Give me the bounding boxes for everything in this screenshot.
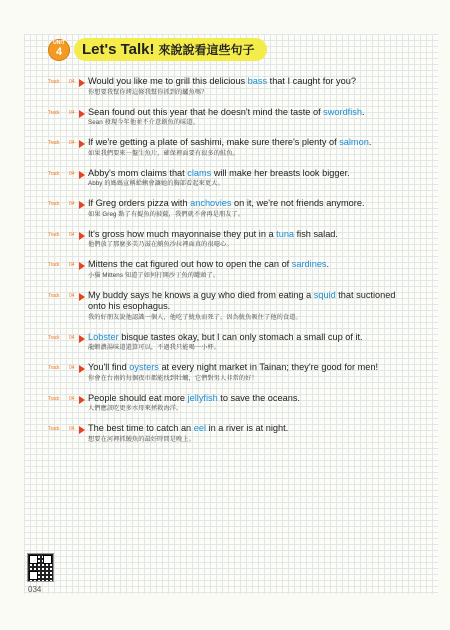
chinese-translation: 如果 Greg 點了有鯷魚的披薩，我們就不會再是朋友了。 <box>88 210 245 218</box>
sentence-text: that suctioned onto his esophagus. <box>88 289 396 311</box>
track-number: 04 <box>69 365 75 371</box>
track-label: Track <box>48 201 60 207</box>
audio-track-marker[interactable] <box>48 232 88 240</box>
track-label: Track <box>48 426 60 432</box>
track-number: 04 <box>69 170 75 177</box>
sentence-text: It's gross how much mayonnaise they put in a <box>88 228 277 239</box>
sentence-text: If we're getting a plate of sashimi, make sure there's plenty of <box>88 137 340 147</box>
track-number: 04 <box>69 262 75 268</box>
list-item <box>48 259 402 281</box>
audio-track-marker[interactable] <box>48 140 88 148</box>
list-item <box>48 290 402 323</box>
unit-number: 4 <box>55 46 63 58</box>
list-item <box>48 362 402 384</box>
vocabulary-keyword: anchovies <box>190 198 232 208</box>
english-sentence <box>88 332 402 344</box>
sentence-text: to save the oceans. <box>217 392 300 403</box>
track-number: 04 <box>69 292 75 299</box>
audio-track-marker[interactable] <box>48 79 88 87</box>
list-item <box>48 332 402 354</box>
english-sentence <box>88 198 402 210</box>
sentence-text: If Greg orders pizza with <box>88 198 191 208</box>
track-number: 04 <box>69 334 75 341</box>
qr-code-icon <box>27 553 54 582</box>
english-sentence <box>88 168 402 180</box>
page-subtitle: 來說說看這些句子 <box>158 43 255 57</box>
play-arrow-icon[interactable] <box>79 426 85 434</box>
list-item <box>48 198 402 220</box>
english-sentence <box>88 76 402 88</box>
list-item <box>48 229 402 251</box>
sentence-text: People should eat more <box>88 392 188 403</box>
list-item <box>48 76 402 98</box>
english-sentence <box>88 137 402 149</box>
track-label: Track <box>48 292 60 299</box>
track-number: 04 <box>69 231 75 238</box>
list-item <box>48 137 402 159</box>
chinese-translation: 人們應該吃更多水母來拯救海洋。 <box>88 405 183 412</box>
sentence-text: Abby's mom claims that <box>88 167 188 178</box>
english-sentence <box>88 107 402 119</box>
sentence-text: at every night market in Tainan; they're good for men! <box>158 362 379 372</box>
chinese-translation: 龍蝦濃湯味道還算可以，不過我只能喝一小杯。 <box>88 344 221 351</box>
track-label: Track <box>48 170 60 177</box>
sentence-text: . <box>361 106 365 117</box>
audio-track-marker[interactable] <box>48 171 88 179</box>
track-label: Track <box>48 395 60 402</box>
sentence-text: . <box>326 259 330 269</box>
sentence-text: The best time to catch an <box>88 423 194 433</box>
audio-track-marker[interactable] <box>48 262 88 270</box>
vocabulary-keyword: clams <box>187 167 212 178</box>
chinese-translation: 小貓 Mittens 知道了如何打開沙丁魚的罐頭了。 <box>88 271 220 279</box>
audio-track-marker[interactable] <box>48 201 88 209</box>
unit-badge-label: UNIT <box>53 39 65 46</box>
chinese-translation: 你想要我幫你烤這條我幫你抓到的鱸魚嗎？ <box>88 88 208 96</box>
english-sentence <box>88 423 402 435</box>
list-item <box>48 107 402 129</box>
vocabulary-keyword: salmon <box>339 137 369 147</box>
vocabulary-keyword: jellyfish <box>187 392 218 403</box>
unit-badge <box>48 39 70 61</box>
vocabulary-keyword: oysters <box>129 362 159 372</box>
play-arrow-icon[interactable] <box>79 335 85 343</box>
vocabulary-keyword: squid <box>313 289 336 300</box>
audio-track-marker[interactable] <box>48 110 88 118</box>
vocabulary-keyword: eel <box>193 423 206 433</box>
sentence-text: fish salad. <box>294 228 338 239</box>
list-item <box>48 423 402 445</box>
track-number: 04 <box>69 426 75 432</box>
list-item <box>48 168 402 190</box>
play-arrow-icon[interactable] <box>79 110 85 118</box>
chinese-translation: 他們放了那麼多美乃滋在鮪魚沙拉裡面真的很噁心。 <box>88 241 233 248</box>
play-arrow-icon[interactable] <box>79 396 85 404</box>
play-arrow-icon[interactable] <box>79 232 85 240</box>
track-number: 04 <box>69 395 75 402</box>
track-number: 04 <box>69 201 75 207</box>
sentence-text: Mittens the cat figured out how to open the can of <box>88 259 292 269</box>
chinese-translation: Sean 發現今年他並不介意劍魚的味道。 <box>88 119 199 126</box>
vocabulary-keyword: swordfish <box>323 106 362 117</box>
track-label: Track <box>48 262 60 268</box>
play-arrow-icon[interactable] <box>79 79 85 87</box>
sentence-text: that I caught for you? <box>267 76 356 86</box>
audio-track-marker[interactable] <box>48 335 88 343</box>
vocabulary-keyword: Lobster <box>88 331 119 342</box>
english-sentence <box>88 229 402 241</box>
play-arrow-icon[interactable] <box>79 201 85 209</box>
vocabulary-keyword: sardines <box>291 259 327 269</box>
list-item <box>48 393 402 415</box>
sentence-list <box>48 76 402 454</box>
page-number: 034 <box>28 585 42 594</box>
audio-track-marker[interactable] <box>48 396 88 404</box>
track-label: Track <box>48 109 60 116</box>
chinese-translation: 我的好朋友說他認識一個人，他吃了魷魚而死了，因為魷魚吸住了他的食道。 <box>88 313 302 321</box>
sentence-text: in a river is at night. <box>205 423 289 433</box>
sentence-text: You'll find <box>88 362 130 372</box>
english-sentence <box>88 362 402 374</box>
sentence-text: on it, we're not friends anymore. <box>231 198 365 208</box>
track-label: Track <box>48 231 60 238</box>
track-number: 04 <box>69 140 75 146</box>
sentence-text: Sean found out this year that he doesn't mind the taste of <box>88 106 324 117</box>
play-arrow-icon[interactable] <box>79 171 85 179</box>
audio-track-marker[interactable] <box>48 293 88 301</box>
chinese-translation: 你會在台南的每個夜市都能找到牡蠣，它們對男人非常的好！ <box>88 374 258 382</box>
chinese-translation: Abby 的媽媽宣稱蛤蜊會讓她的胸部看起來更大。 <box>88 180 224 187</box>
sentence-text: Would you like me to grill this delicious <box>88 76 248 86</box>
title-banner <box>74 38 267 61</box>
sentence-text: will make her breasts look bigger. <box>211 167 350 178</box>
track-label: Track <box>48 365 60 371</box>
sentence-text: . <box>368 137 372 147</box>
sentence-text: My buddy says he knows a guy who died from eating a <box>88 289 314 300</box>
track-number: 04 <box>69 79 75 85</box>
track-label: Track <box>48 79 60 85</box>
vocabulary-keyword: bass <box>247 76 268 86</box>
play-arrow-icon[interactable] <box>79 293 85 301</box>
vocabulary-keyword: tuna <box>276 228 295 239</box>
section-header <box>48 38 267 61</box>
page-title: Let's Talk! <box>82 41 155 58</box>
track-label: Track <box>48 140 60 146</box>
track-label: Track <box>48 334 60 341</box>
track-number: 04 <box>69 109 75 116</box>
english-sentence <box>88 290 402 313</box>
audio-track-marker[interactable] <box>48 426 88 434</box>
play-arrow-icon[interactable] <box>79 365 85 373</box>
english-sentence <box>88 259 402 271</box>
english-sentence <box>88 393 402 405</box>
chinese-translation: 如果我們要來一盤生魚片，確保裡面要有很多的鮭魚。 <box>88 149 239 157</box>
chinese-translation: 想要在河裡抓鰻魚的最好時間是晚上。 <box>88 435 195 443</box>
audio-track-marker[interactable] <box>48 365 88 373</box>
play-arrow-icon[interactable] <box>79 140 85 148</box>
sentence-text: bisque tastes okay, but I can only stomach a small cup of it. <box>118 331 363 342</box>
play-arrow-icon[interactable] <box>79 262 85 270</box>
